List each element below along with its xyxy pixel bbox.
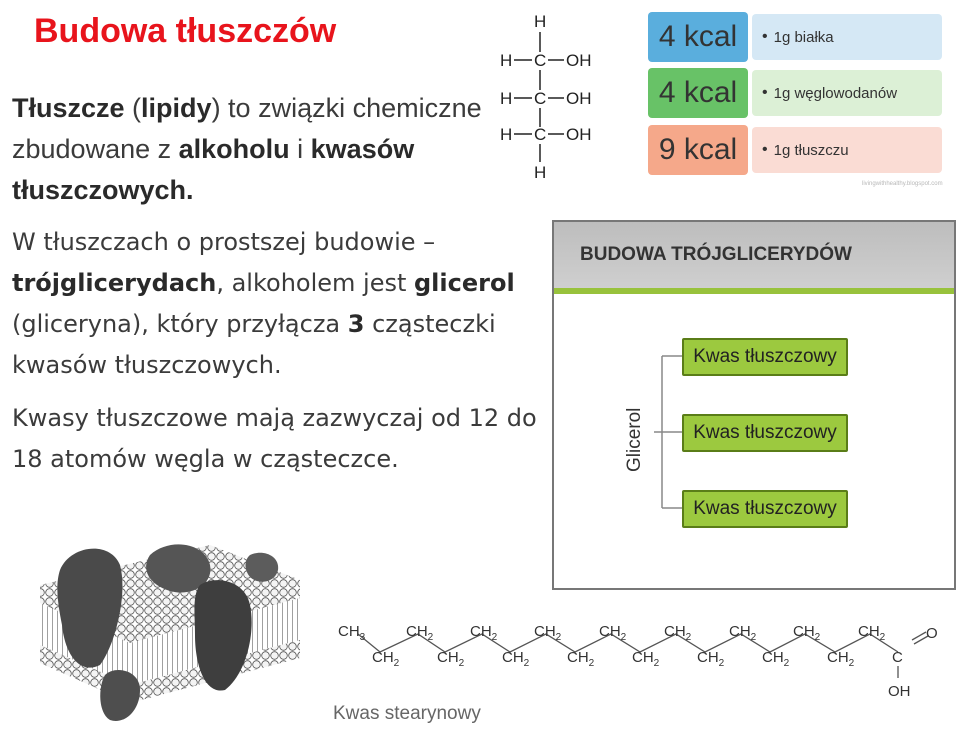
lipids-term: Tłuszcze [12,93,125,123]
text-span: cząsteczki kwasów tłuszczowych. [12,310,496,379]
kcal-fat [648,125,943,175]
stearic-group: $CH_2$ [664,623,692,643]
stearic-group: $CH_2$ [599,623,627,643]
triglyceride-description [12,222,542,386]
stearic-group: $CH_2$ [437,649,465,669]
kcal-label: • 1g węglowodanów [752,70,942,116]
text-span: (gliceryna), który przyłącza [12,310,348,338]
text-span: ( [124,93,142,123]
stearic-group: $CH_2$ [697,649,725,669]
kcal-value: 4 kcal [648,12,748,62]
glycerol-h-3: H [500,125,513,144]
fatty-acid-box: Kwas tłuszczowy [682,338,848,376]
fatty-acid-box: Kwas tłuszczowy [682,490,848,528]
glycerol-term: glicerol [414,269,515,297]
glycerol-label: Glicerol [624,407,645,473]
stearic-group: $CH_2$ [567,649,595,669]
kcal-label: • 1g tłuszczu [752,127,942,173]
kcal-carbohydrates [648,68,943,118]
count-three: 3 [347,310,365,338]
triglyceride-diagram [552,220,956,590]
glycerol-oh-1: OH [566,51,592,70]
hydroxyl-group: OH [888,683,911,700]
glycerol-h-1: H [500,51,513,70]
glycerol-c-2: C [534,89,547,108]
triglyceride-title: BUDOWA TRÓJGLICERYDÓW [580,244,852,265]
stearic-group: $CH_2$ [502,649,530,669]
glycerol-c-3: C [534,125,547,144]
kcal-value: 4 kcal [648,68,748,118]
fatty-acid-box: Kwas tłuszczowy [682,414,848,452]
kcal-label: • 1g białka [752,14,942,60]
triglyceride-connectors [554,222,954,588]
text-span: , alkoholem jest [216,269,414,297]
text-span: W tłuszczach o prostszej budowie – [12,228,436,256]
stearic-group: $CH_2$ [793,623,821,643]
stearic-group: $CH_2$ [762,649,790,669]
triglyceride-term: trójglicerydach [12,269,217,297]
stearic-group: $CH_2$ [858,623,886,643]
stearic-group: $CH_2$ [470,623,498,643]
fatty-acids-term: kwasów tłuszczowych. [12,134,415,205]
text-span: ) to związki chemiczne zbudowane z [12,93,482,164]
stearic-group: $CH_2$ [406,623,434,643]
fatty-acid-length-note: Kwasy tłuszczowe mają zazwyczaj od 12 do 18 atomów węgla w cząsteczce. [12,404,537,473]
lipid-bilayer-illustration [0,525,300,739]
stearic-group: $CH_2$ [827,649,855,669]
stearic-group: $CH_2$ [729,623,757,643]
page-title: Budowa tłuszczów [34,12,337,50]
kcal-value: 9 kcal [648,125,748,175]
stearic-group: $CH_2$ [372,649,400,669]
lipids-synonym: lipidy [141,93,212,123]
glycerol-top-h: H [534,12,547,31]
glycerol-bottom-h: H [534,163,547,182]
kcal-watermark: livingwithhealthy.blogspot.com [862,181,943,187]
glycerol-c-1: C [534,51,547,70]
stearic-group: $CH_2$ [534,623,562,643]
stearic-acid-label: Kwas stearynowy [333,703,481,724]
glycerol-oh-2: OH [566,89,592,108]
kcal-protein [648,12,943,62]
stearic-group: $CH_2$ [632,649,660,669]
glycerol-structure [496,10,606,185]
lipids-definition [12,88,532,211]
stearic-group: $CH_3$ [338,623,366,643]
glycerol-h-2: H [500,89,513,108]
carbonyl-oxygen: O [926,625,938,642]
glycerol-oh-3: OH [566,125,592,144]
carboxyl-carbon: C [892,649,903,666]
text-span: i [289,134,311,164]
alcohol-term: alkoholu [178,134,290,164]
